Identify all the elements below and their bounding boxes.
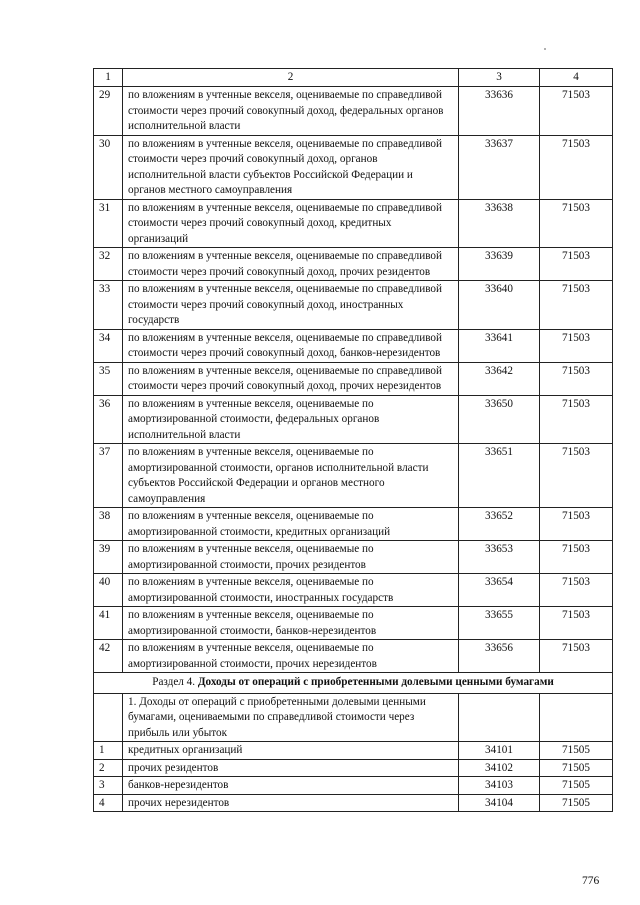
row-symbol-code: 33652 <box>459 508 540 541</box>
row-account-number: 71503 <box>540 607 613 640</box>
row-description: по вложениям в учтенные векселя, оцениваемые по амортизированной стоимости, кредитных организаций <box>123 508 459 541</box>
table-row <box>94 508 613 541</box>
row-account-number: 71503 <box>540 444 613 508</box>
page-number: 776 <box>582 875 600 887</box>
row-symbol-code: 34103 <box>459 777 540 795</box>
row-number: 2 <box>94 759 123 777</box>
row-symbol-code: 33636 <box>459 87 540 136</box>
section-title: Доходы от операций с приобретенными долевыми ценными бумагами <box>197 676 554 688</box>
row-number: 4 <box>94 794 123 812</box>
row-description: по вложениям в учтенные векселя, оцениваемые по амортизированной стоимости, иностранных государств <box>123 574 459 607</box>
row-number: 1 <box>94 742 123 760</box>
row-symbol-code: 33638 <box>459 199 540 248</box>
row-description: банков-нерезидентов <box>123 777 459 795</box>
row-symbol-code: 33637 <box>459 135 540 199</box>
row-account-number: 71505 <box>540 794 613 812</box>
row-account-number: 71503 <box>540 87 613 136</box>
row-symbol-code: 33641 <box>459 329 540 362</box>
row-description: по вложениям в учтенные векселя, оцениваемые по амортизированной стоимости, органов исполнительной власти субъектов Российской Федерации и органов местного самоуправления <box>123 444 459 508</box>
row-description: по вложениям в учтенные векселя, оцениваемые по справедливой стоимости через прочий совокупный доход, банков-нерезидентов <box>123 329 459 362</box>
row-symbol-code: 33651 <box>459 444 540 508</box>
row-number: 34 <box>94 329 123 362</box>
section-header-row <box>94 673 613 694</box>
row-description: прочих нерезидентов <box>123 794 459 812</box>
section-prefix: Раздел 4. <box>152 676 198 688</box>
row-account-number: 71505 <box>540 742 613 760</box>
row-symbol-code: 33656 <box>459 640 540 673</box>
row-symbol-code: 33650 <box>459 395 540 444</box>
row-account-number: 71503 <box>540 640 613 673</box>
row-description: кредитных организаций <box>123 742 459 760</box>
table-row <box>94 444 613 508</box>
row-symbol-code: 33654 <box>459 574 540 607</box>
row-symbol-code: 34104 <box>459 794 540 812</box>
row-description: по вложениям в учтенные векселя, оцениваемые по справедливой стоимости через прочий совокупный доход, прочих нерезидентов <box>123 362 459 395</box>
row-number: 38 <box>94 508 123 541</box>
table-row <box>94 574 613 607</box>
row-account-number: 71503 <box>540 199 613 248</box>
table-row <box>94 777 613 795</box>
row-description: 1. Доходы от операций с приобретенными долевыми ценными бумагами, оцениваемыми по справедливой стоимости через прибыль или убыток <box>123 693 459 742</box>
row-account-number: 71503 <box>540 135 613 199</box>
row-description: по вложениям в учтенные векселя, оцениваемые по справедливой стоимости через прочий совокупный доход, кредитных организаций <box>123 199 459 248</box>
header-col-3: 3 <box>459 69 540 87</box>
row-number <box>94 693 123 742</box>
table-header-row <box>94 69 613 87</box>
row-symbol-code: 34101 <box>459 742 540 760</box>
header-col-2: 2 <box>123 69 459 87</box>
row-account-number: 71503 <box>540 329 613 362</box>
table-row <box>94 742 613 760</box>
row-number: 32 <box>94 248 123 281</box>
row-description: по вложениям в учтенные векселя, оцениваемые по амортизированной стоимости, прочих резидентов <box>123 541 459 574</box>
row-description: по вложениям в учтенные векселя, оцениваемые по амортизированной стоимости, федеральных органов исполнительной власти <box>123 395 459 444</box>
row-account-number: 71505 <box>540 777 613 795</box>
table-row <box>94 395 613 444</box>
row-account-number: 71503 <box>540 362 613 395</box>
accounts-table-body <box>94 69 613 812</box>
row-symbol-code: 33642 <box>459 362 540 395</box>
row-description: по вложениям в учтенные векселя, оцениваемые по справедливой стоимости через прочий совокупный доход, органов исполнительной власти субъектов Российской Федерации и органов местного самоуправления <box>123 135 459 199</box>
row-number: 37 <box>94 444 123 508</box>
header-col-4: 4 <box>540 69 613 87</box>
row-account-number: 71503 <box>540 281 613 330</box>
accounts-table <box>93 68 613 812</box>
row-number: 39 <box>94 541 123 574</box>
row-description: по вложениям в учтенные векселя, оцениваемые по амортизированной стоимости, банков-нерезидентов <box>123 607 459 640</box>
row-account-number: 71503 <box>540 541 613 574</box>
row-symbol-code <box>459 693 540 742</box>
table-row <box>94 281 613 330</box>
table-row <box>94 794 613 812</box>
row-description: прочих резидентов <box>123 759 459 777</box>
table-row <box>94 87 613 136</box>
row-number: 40 <box>94 574 123 607</box>
row-number: 33 <box>94 281 123 330</box>
row-symbol-code: 33639 <box>459 248 540 281</box>
row-number: 30 <box>94 135 123 199</box>
row-number: 36 <box>94 395 123 444</box>
row-description: по вложениям в учтенные векселя, оцениваемые по справедливой стоимости через прочий совокупный доход, прочих резидентов <box>123 248 459 281</box>
table-row <box>94 541 613 574</box>
header-col-1: 1 <box>94 69 123 87</box>
row-symbol-code: 33653 <box>459 541 540 574</box>
row-account-number: 71503 <box>540 508 613 541</box>
table-row <box>94 759 613 777</box>
scan-speck <box>544 48 546 50</box>
row-symbol-code: 33655 <box>459 607 540 640</box>
row-account-number <box>540 693 613 742</box>
row-account-number: 71505 <box>540 759 613 777</box>
table-row <box>94 607 613 640</box>
row-number: 41 <box>94 607 123 640</box>
table-row <box>94 135 613 199</box>
row-account-number: 71503 <box>540 248 613 281</box>
row-number: 3 <box>94 777 123 795</box>
section-header <box>94 673 613 694</box>
table-row <box>94 248 613 281</box>
row-description: по вложениям в учтенные векселя, оцениваемые по справедливой стоимости через прочий совокупный доход, федеральных органов исполнительной власти <box>123 87 459 136</box>
row-account-number: 71503 <box>540 395 613 444</box>
row-number: 31 <box>94 199 123 248</box>
row-symbol-code: 33640 <box>459 281 540 330</box>
row-symbol-code: 34102 <box>459 759 540 777</box>
table-row <box>94 199 613 248</box>
table-row <box>94 329 613 362</box>
row-account-number: 71503 <box>540 574 613 607</box>
row-number: 35 <box>94 362 123 395</box>
table-row <box>94 693 613 742</box>
row-number: 29 <box>94 87 123 136</box>
table-row <box>94 362 613 395</box>
row-number: 42 <box>94 640 123 673</box>
table-row <box>94 640 613 673</box>
row-description: по вложениям в учтенные векселя, оцениваемые по амортизированной стоимости, прочих нерезидентов <box>123 640 459 673</box>
row-description: по вложениям в учтенные векселя, оцениваемые по справедливой стоимости через прочий совокупный доход, иностранных государств <box>123 281 459 330</box>
